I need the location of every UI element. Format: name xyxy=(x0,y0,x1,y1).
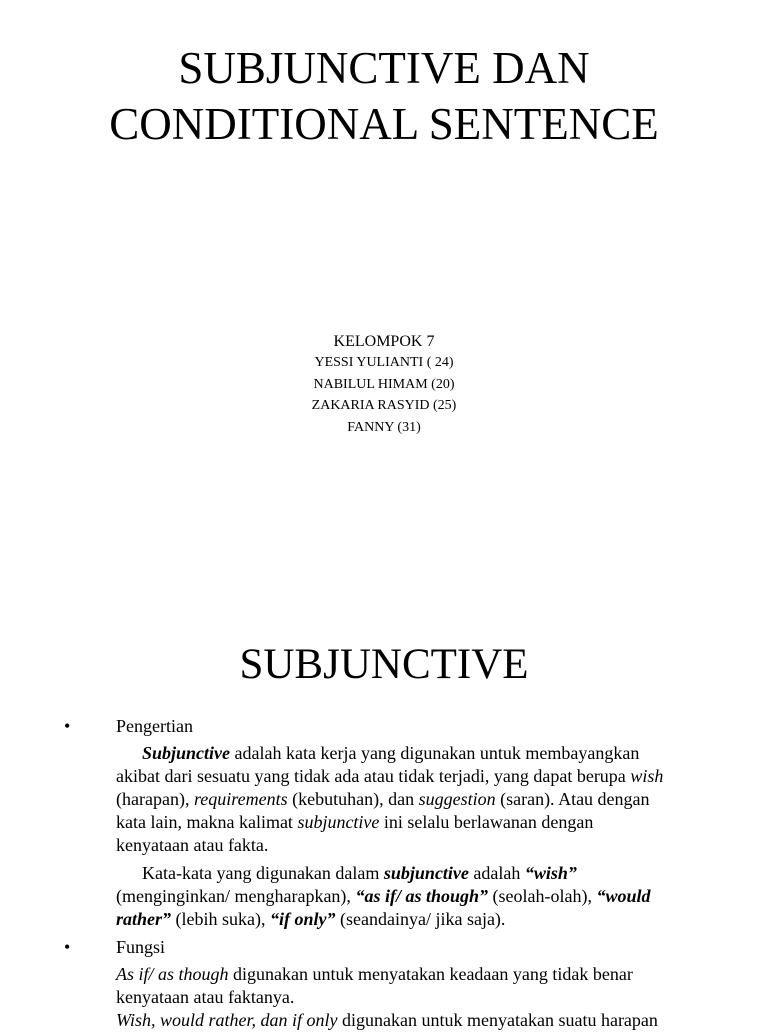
term-wish-rather-if-only: Wish, would rather, dan if only xyxy=(116,1010,338,1030)
paragraph-line xyxy=(116,908,708,931)
paragraph-text: (menginginkan/ mengharapkan), xyxy=(116,886,356,906)
title-line-1: SUBJUNCTIVE DAN xyxy=(178,43,590,93)
paragraph-text: (seandainya/ jika saja). xyxy=(335,909,506,929)
paragraph-line xyxy=(116,885,708,908)
paragraph-text: Kata-kata yang digunakan dalam xyxy=(142,863,384,883)
paragraph-text: digunakan untuk menyatakan suatu harapan xyxy=(337,1010,658,1030)
group-member: YESSI YULIANTI ( 24) xyxy=(314,355,454,370)
pengertian-paragraph-2 xyxy=(116,862,708,931)
group-heading: KELOMPOK 7 xyxy=(333,333,435,350)
term-subjunctive: subjunctive xyxy=(297,812,380,832)
bullet-dot: • xyxy=(64,716,71,736)
paragraph-text: digunakan untuk menyatakan keadaan yang tidak benar xyxy=(228,964,633,984)
group-info xyxy=(0,332,768,438)
term-wish: “wish” xyxy=(524,863,577,883)
paragraph-line xyxy=(116,1009,708,1032)
term-subjunctive: Subjunctive xyxy=(142,743,231,763)
term-as-if: As if/ as though xyxy=(116,964,229,984)
term-rather: rather” xyxy=(116,909,172,929)
paragraph-text: (seolah-olah), xyxy=(487,886,597,906)
paragraph-text: (saran). Atau dengan xyxy=(495,789,650,809)
term-as-if: “as if/ as though” xyxy=(355,886,488,906)
paragraph-line xyxy=(116,963,708,986)
paragraph-text: adalah kata kerja yang digunakan untuk membayangkan xyxy=(230,743,640,763)
term-subjunctive: subjunctive xyxy=(383,863,469,883)
term-would: “would xyxy=(596,886,651,906)
fungsi-label: Fungsi xyxy=(116,937,166,957)
term-requirements: requirements xyxy=(193,789,288,809)
section-title: SUBJUNCTIVE xyxy=(239,641,529,688)
paragraph-line: kenyataan atau fakta. xyxy=(116,835,269,855)
pengertian-label: Pengertian xyxy=(116,716,193,736)
paragraph-text: ini selalu berlawanan dengan xyxy=(379,812,594,832)
title-line-2: CONDITIONAL SENTENCE xyxy=(109,99,659,149)
term-if-only: “if only” xyxy=(270,909,336,929)
paragraph-line xyxy=(116,788,708,811)
paragraph-line xyxy=(116,765,708,788)
bullet-dot: • xyxy=(64,937,71,957)
paragraph-line xyxy=(116,742,708,765)
term-wish: wish xyxy=(630,766,664,786)
document-title xyxy=(0,40,768,152)
paragraph-text: akibat dari sesuatu yang tidak ada atau tidak terjadi, yang dapat berupa xyxy=(116,766,631,786)
group-member: NABILUL HIMAM (20) xyxy=(313,376,455,392)
group-member: FANNY (31) xyxy=(347,419,421,435)
term-suggestion: suggestion xyxy=(418,789,496,809)
pengertian-paragraph-1 xyxy=(116,742,708,857)
paragraph-line: kenyataan atau faktanya. xyxy=(116,987,295,1007)
paragraph-text: (harapan), xyxy=(116,789,194,809)
paragraph-line xyxy=(116,811,708,834)
group-member: ZAKARIA RASYID (25) xyxy=(311,398,457,413)
paragraph-text: (lebih suka), xyxy=(171,909,270,929)
fungsi-paragraph xyxy=(116,963,708,1032)
paragraph-text: adalah xyxy=(468,863,525,883)
paragraph-text: (kebutuhan), dan xyxy=(287,789,419,809)
paragraph-line xyxy=(116,862,708,885)
paragraph-text: kata lain, makna kalimat xyxy=(116,812,298,832)
